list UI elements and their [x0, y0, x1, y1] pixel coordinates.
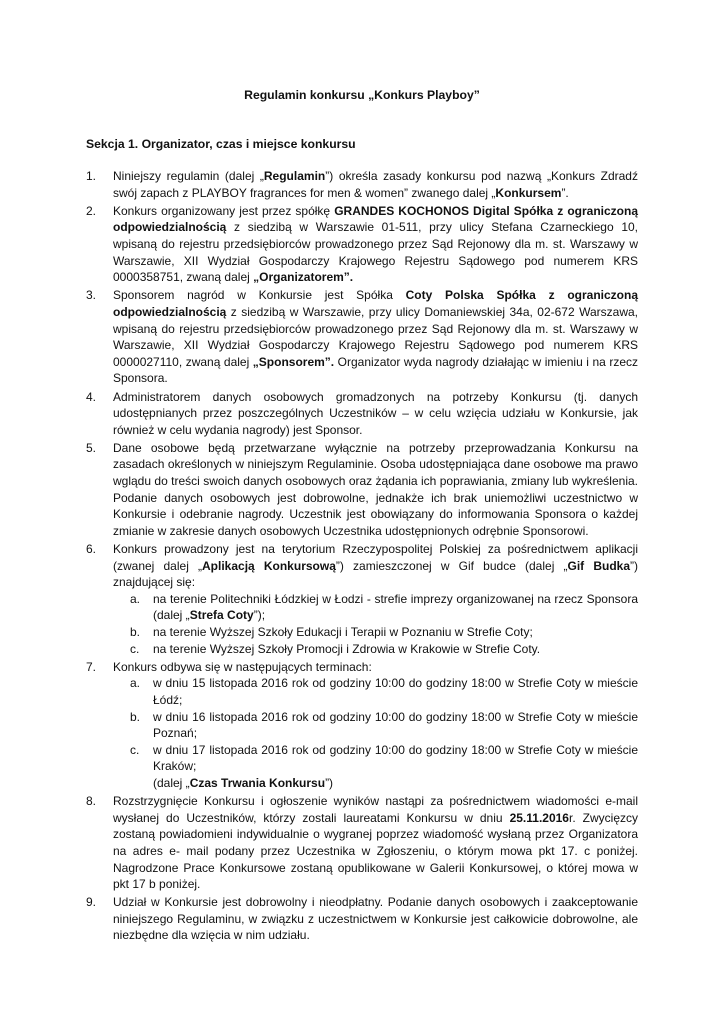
sub-list: [113, 591, 638, 657]
sub-item: b. na terenie Wyższej Szkoły Edukacji i Terapii w Poznaniu w Strefie Coty;: [130, 625, 533, 639]
rule-item: [86, 389, 638, 439]
rule-number: 7.: [86, 659, 97, 674]
sub-item: b. w dniu 16 listopada 2016 rok od godziny 10:00 do godziny 18:00 w Strefie Coty w mieście Poznań;: [130, 709, 638, 741]
rule-number: 4.: [86, 389, 97, 404]
rule-number: 8.: [86, 794, 97, 809]
sub-letter: a.: [130, 591, 141, 606]
rule-text: Administratorem danych osobowych gromadzonych na potrzeby Konkursu (tj. danych udostępnianych przez poszczególnych Uczestników – w celu wzięcia udziału w Konkursie, jak również w celu wydania nagrody) jest Sponsor.: [113, 389, 638, 437]
sub-item: a. na terenie Politechniki Łódzkiej w Łodzi - strefie imprezy organizowanej na rzecz Sponsora (dalej „Strefa Coty”);: [130, 591, 638, 623]
rule-item: 1. Niniejszy regulamin (dalej „Regulamin”) określa zasady konkursu pod nazwą „Konkurs Zdradź swój zapach z PLAYBOY fragrances for men & women” zwanego dalej „Konkursem”.: [86, 169, 638, 200]
sub-item: c. na terenie Wyższej Szkoły Promocji i Zdrowia w Krakowie w Strefie Coty.: [130, 641, 541, 656]
rule-text: Dane osobowe będą przetwarzane wyłącznie na potrzeby przeprowadzania Konkursu na zasadach określonych w niniejszym Regulaminie. Osoba udostępniająca dane osobowe ma prawo wglądu do treści swoich danych osobowych oraz żądania ich poprawiania, zmiany lub wykreślenia. Podanie danych osobowych jest dobrowolne, jednakże ich brak uniemożliwi uczestnictwo w Konkursie i odebranie nagrody. Uczestnik jest obowiązany do informowania Sponsora o każdej zmianie w zakresie danych osobowych Uczestnika udostępnionych odrębnie Sponsorowi.: [113, 440, 638, 538]
term-definition: (dalej „Czas Trwania Konkursu”): [153, 775, 334, 790]
rule-number: 5.: [86, 440, 97, 455]
section-heading: Sekcja 1. Organizator, czas i miejsce konkursu: [86, 137, 356, 151]
sub-list: [113, 675, 638, 775]
sub-letter: b.: [130, 709, 141, 724]
rule-item: 3. Sponsorem nagród w Konkursie jest Spółka Coty Polska Spółka z ograniczoną odpowiedzialnością z siedzibą w Warszawie, przy ulicy Domaniewskiej 34a, 02-672 Warszawa, wpisaną do rejestru przedsiębiorców prowadzonego przez Sąd Rejonowy dla m. st. Warszawy w Warszawie, XII Wydział Gospodarczy Krajowego Rejestru Sądowego pod numerem KRS 0000027110, zwaną dalej „Sponsorem”. Organizator wyda nagrody działając w imieniu i na rzecz Sponsora.: [86, 288, 638, 386]
rule-item: 2. Konkurs organizowany jest przez spółkę GRANDES KOCHONOS Digital Spółka z ograniczoną odpowiedzialnością z siedzibą w Warszawie 01-511, przy ulicy Stefana Czarneckiego 10, wpisaną do rejestru przedsiębiorców prowadzonego przez Sąd Rejonowy dla m. st. Warszawy w Warszawie, XII Wydział Gospodarczy Krajowego Rejestru Sądowego pod numerem KRS 0000358751, zwaną dalej „Organizatorem”.: [86, 203, 638, 285]
rule-item: [86, 894, 638, 944]
sub-letter: c.: [130, 641, 140, 656]
sub-item: c. w dniu 17 listopada 2016 rok od godziny 10:00 do godziny 18:00 w Strefie Coty w mieście Kraków;: [130, 742, 638, 774]
rule-number: 3.: [86, 288, 97, 303]
document-title: Regulamin konkursu „Konkurs Playboy”: [244, 88, 480, 102]
sub-letter: c.: [130, 742, 140, 757]
rule-number: 9.: [86, 895, 97, 910]
rules-list: [86, 168, 638, 946]
sub-letter: b.: [130, 625, 141, 639]
sub-item: a. w dniu 15 listopada 2016 rok od godziny 10:00 do godziny 18:00 w Strefie Coty w mieście Łódź;: [130, 676, 638, 707]
rule-item: 8. Rozstrzygnięcie Konkursu i ogłoszenie wyników nastąpi za pośrednictwem wiadomości e-mail wysłanej do Uczestników, którzy zostali laureatami Konkursu w dniu 25.11.2016r. Zwycięzcy zostaną powiadomieni indywidualnie o wygranej poprzez wiadomość wysłaną przez Organizatora na adres e- mail podany przez Uczestnika w Zgłoszeniu, o którym mowa pkt 17. c poniżej. Nagrodzone Prace Konkursowe zostaną opublikowane w Galerii Konkursowej, o której mowa w pkt 17 b poniżej.: [86, 794, 638, 892]
rule-item: 6. Konkurs prowadzony jest na terytorium Rzeczypospolitej Polskiej za pośrednictwem aplikacji (zwanej dalej „Aplikacją Konkursową”) zamieszczonej w Gif budce (dalej „Gif Budka”) znajdującej się: a. na terenie Politechniki Łódzkiej w Łodzi - strefie imprezy organizowanej na rzecz Sponsora (dalej „Strefa Coty”); b. na terenie Wyższej Szkoły Edukacji i Terapii w Poznaniu w Strefie Coty; c. na terenie Wyższej Szkoły Promocji i Zdrowia w Krakowie w Strefie Coty.: [86, 542, 639, 656]
rule-number: 2.: [86, 203, 97, 218]
sub-letter: a.: [130, 676, 141, 691]
rule-number: 1.: [86, 169, 97, 183]
rule-text: Udział w Konkursie jest dobrowolny i nieodpłatny. Podanie danych osobowych i zaakceptowanie niniejszego Regulaminu, w związku z uczestnictwem w Konkursie jest całkowicie dobrowolne, ale niezbędne dla wzięcia w nim udziału.: [113, 895, 638, 943]
rule-item: 7. Konkurs odbywa się w następujących terminach: a. w dniu 15 listopada 2016 rok od godziny 10:00 do godziny 18:00 w Strefie Coty w mieście Łódź; b. w dniu 16 listopada 2016 rok od godziny 10:00 do godziny 18:00 w Strefie Coty w mieście Poznań; c. w dniu 17 listopada 2016 rok od godziny 10:00 do godziny 18:00 w Strefie Coty w mieście Kraków; (dalej „Czas Trwania Konkursu”): [86, 659, 638, 790]
rule-item: [86, 440, 638, 540]
rule-number: 6.: [86, 542, 97, 557]
